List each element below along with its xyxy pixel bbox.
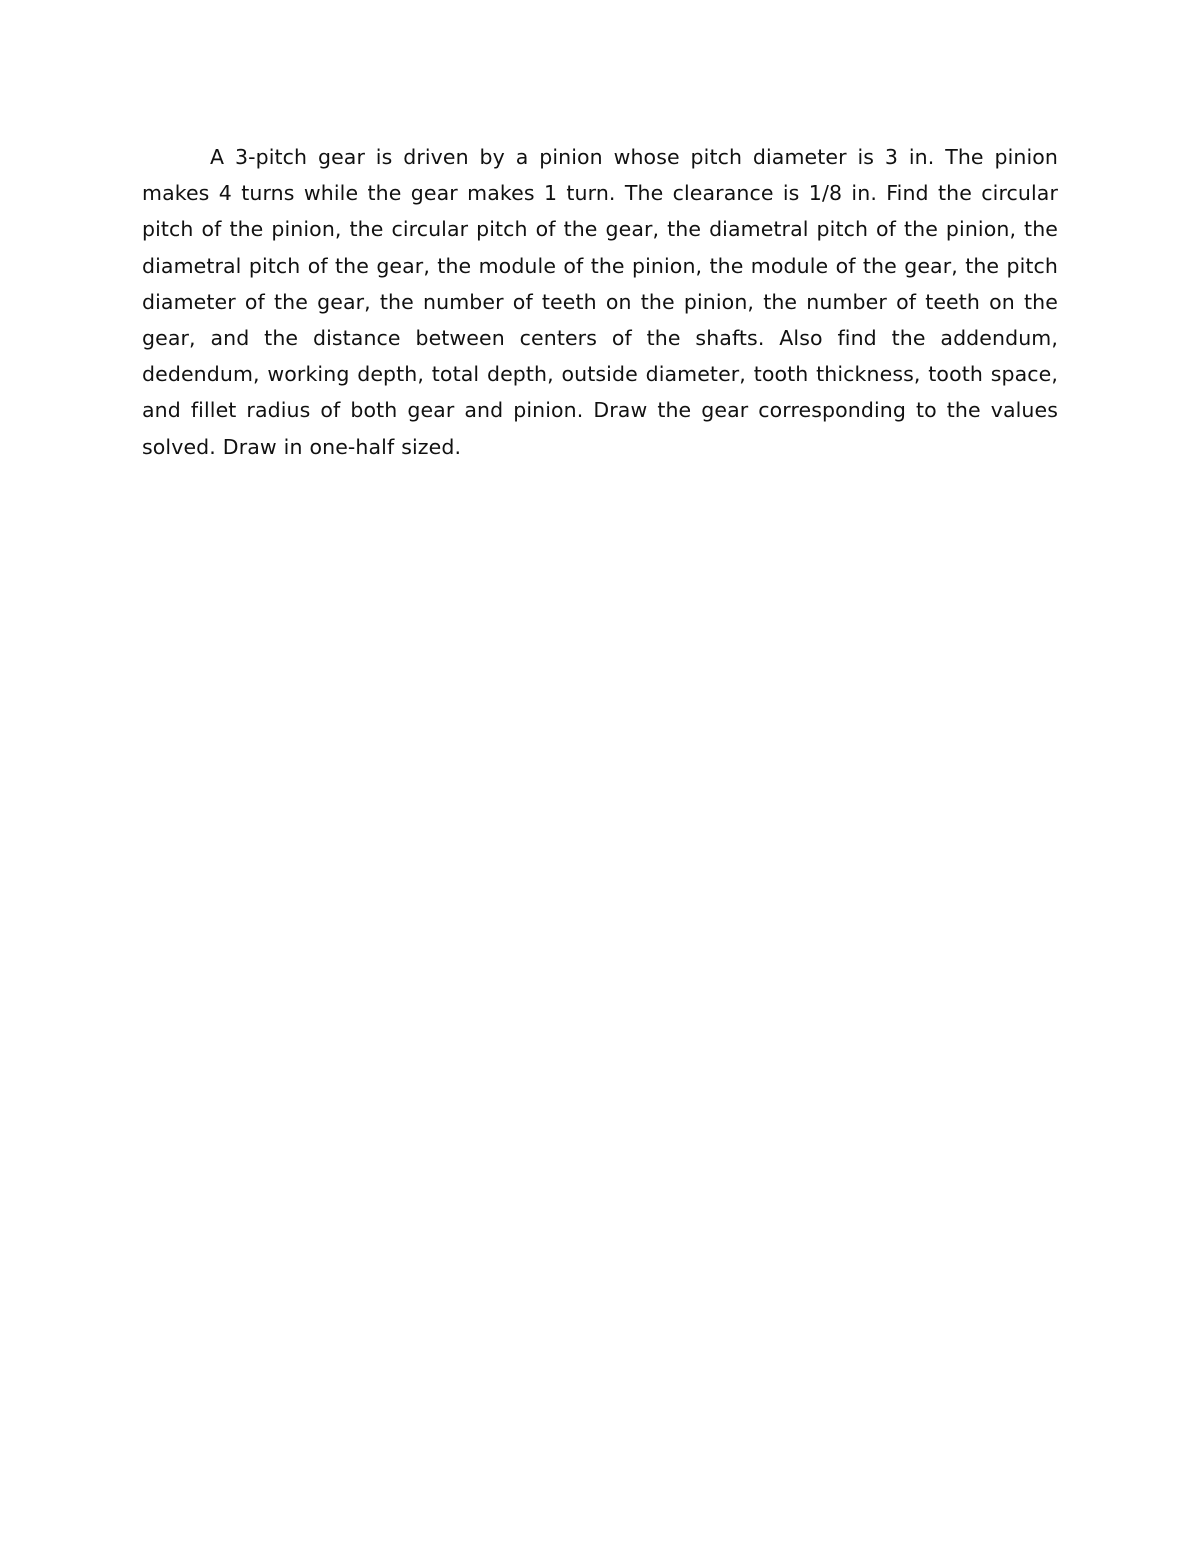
problem-paragraph: A 3-pitch gear is driven by a pinion whose pitch diameter is 3 in. The pinion makes 4 turns while the gear makes 1 turn. The clearance is 1/8 in. Find the circular pitch of the pinion, the circular pitch of the gear, the diametral pitch of the pinion, the diametral pitch of the gear, the module of the pinion, the module of the gear, the pitch diameter of the gear, the number of teeth on the pinion, the number of teeth on the gear, and the distance between centers of the shafts. Also find the addendum, dedendum, working depth, total depth, outside diameter, tooth thickness, tooth space, and fillet radius of both gear and pinion. Draw the gear corresponding to the values solved. Draw in one-half sized. — [142, 145, 1058, 459]
